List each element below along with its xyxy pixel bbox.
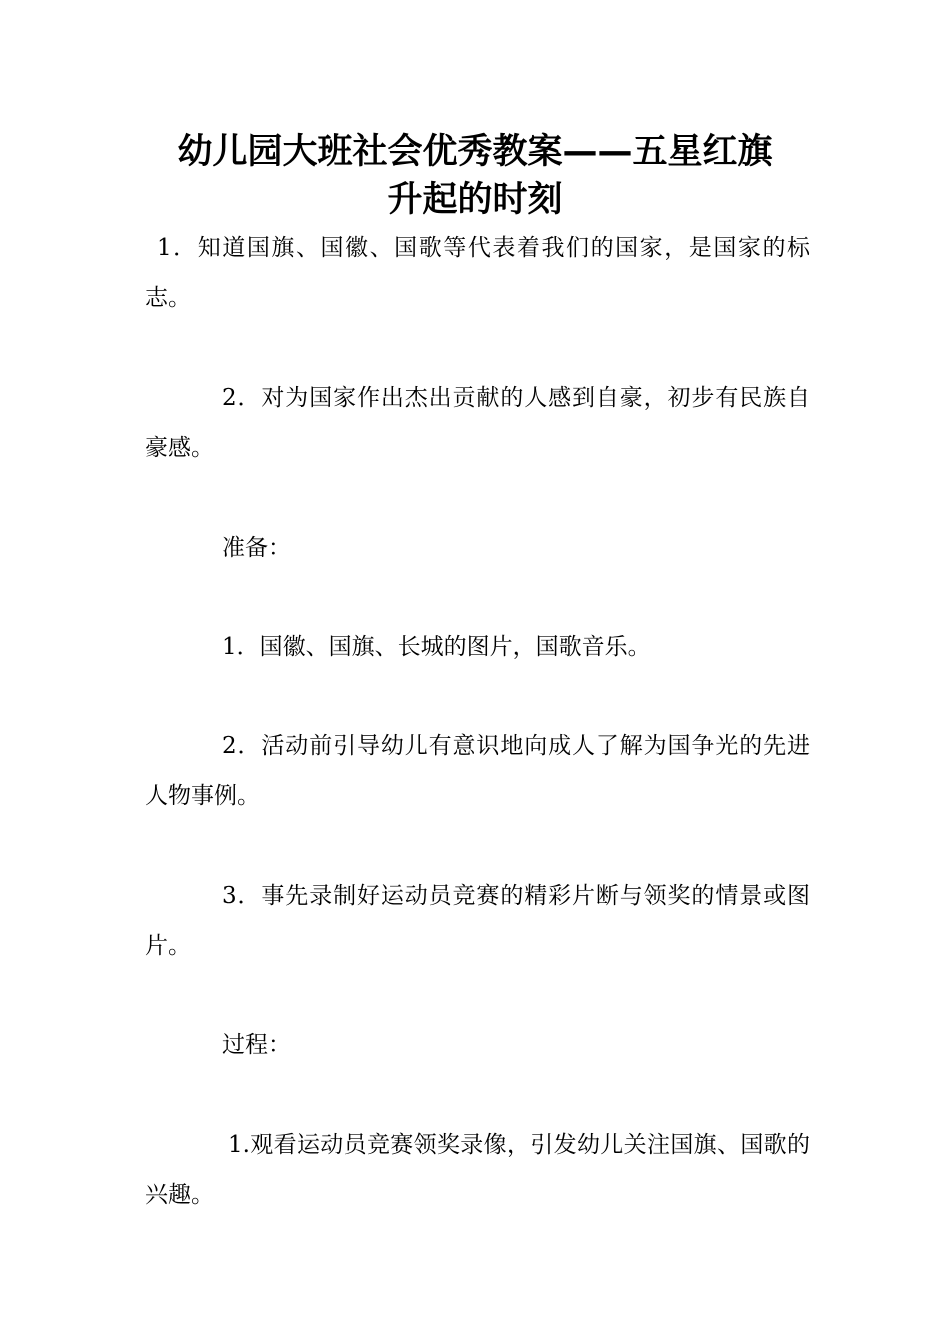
preparation-item-3: 3．事先录制好运动员竞赛的精彩片断与领奖的情景或图片。 [145,883,810,959]
objective-paragraph-2: 2．对为国家作出杰出贡献的人感到自豪，初步有民族自豪感。 [145,385,810,461]
document-title-line-2: 升起的时刻 [387,180,563,220]
preparation-item-2: 2．活动前引导幼儿有意识地向成人了解为国争光的先进人物事例。 [145,733,810,809]
document-title-line-1: 幼儿园大班社会优秀教案——五星红旗 [177,132,773,172]
process-heading: 过程： [222,1032,291,1058]
objective-paragraph-1: 1．知道国旗、国徽、国歌等代表着我们的国家，是国家的标志。 [145,235,810,311]
process-step-1: 1.观看运动员竞赛领奖录像，引发幼儿关注国旗、国歌的兴趣。 [145,1132,810,1208]
preparation-item-1: 1．国徽、国旗、长城的图片，国歌音乐。 [222,634,651,660]
preparation-heading: 准备： [222,535,291,561]
